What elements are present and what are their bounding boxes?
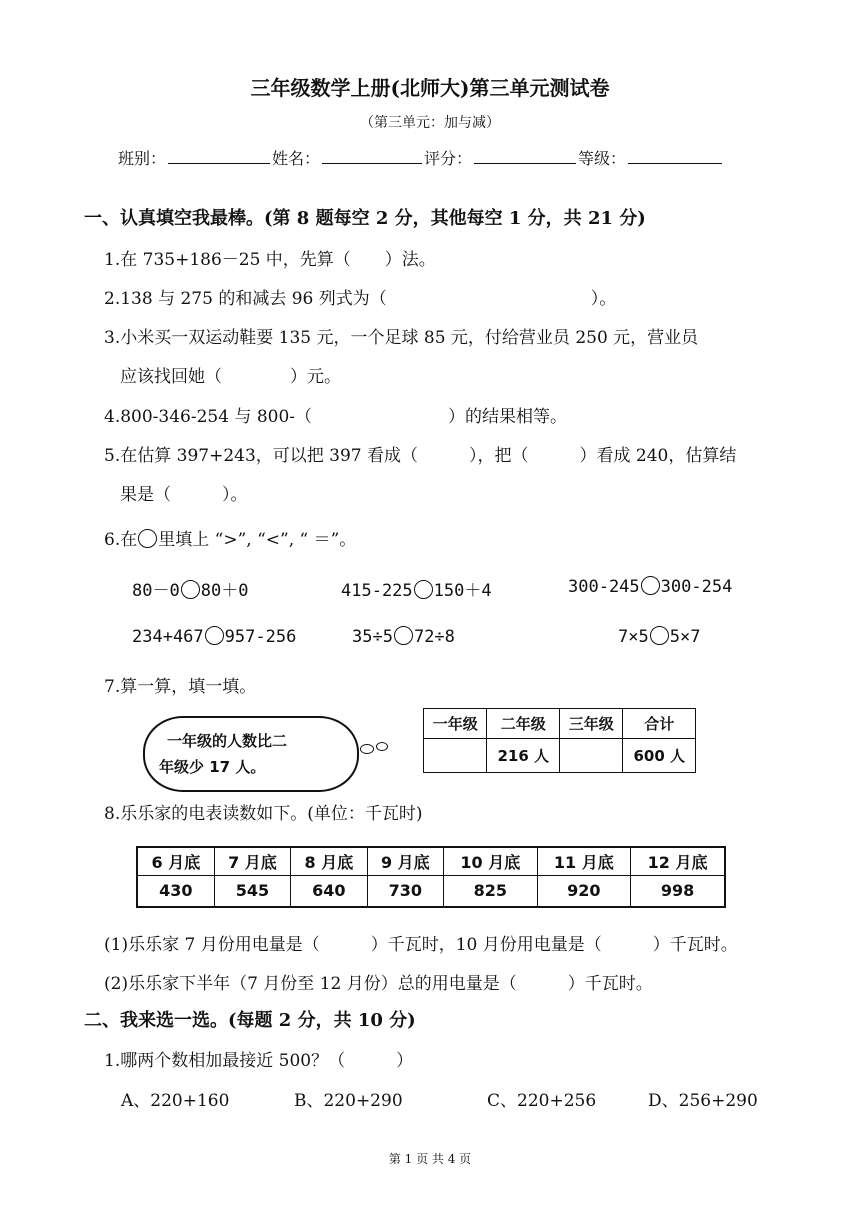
compare-5: 35÷5 72÷8 bbox=[352, 627, 455, 647]
table-row bbox=[137, 875, 725, 907]
question-1-3-line2: 应该找回她（ ）元。 bbox=[120, 367, 341, 387]
answer-circle[interactable] bbox=[394, 626, 413, 645]
class-blank bbox=[168, 147, 270, 164]
q6-prefix: 6.在 bbox=[104, 530, 138, 550]
q7-table bbox=[423, 708, 696, 773]
option-d[interactable]: D、256+290 bbox=[648, 1091, 758, 1111]
table-cell: 430 bbox=[137, 875, 214, 907]
hint-line-1: 一年级的人数比二 bbox=[167, 732, 288, 750]
answer-circle[interactable] bbox=[181, 580, 200, 599]
table-cell: 216 人 bbox=[487, 739, 560, 773]
hint-line-2: 年级少 17 人。 bbox=[159, 758, 266, 776]
compare-3: 300-245 300-254 bbox=[568, 577, 733, 597]
table-cell: 998 bbox=[631, 875, 725, 907]
compare-1: 80－0 80＋0 bbox=[132, 581, 249, 601]
compare-2: 415-225 150＋4 bbox=[341, 581, 492, 601]
class-label: 班别： bbox=[118, 149, 167, 168]
question-1-2: 2.138 与 275 的和减去 96 列式为（ ）。 bbox=[104, 289, 617, 309]
table-header: 一年级 bbox=[424, 709, 487, 739]
table-cell: 640 bbox=[291, 875, 367, 907]
compare-6: 7×5 5×7 bbox=[618, 627, 701, 647]
table-cell: 920 bbox=[537, 875, 631, 907]
table-header: 合计 bbox=[623, 709, 696, 739]
thought-bubble-icon bbox=[376, 742, 388, 751]
page-subtitle: （第三单元：加与减） bbox=[360, 115, 500, 131]
table-header: 10 月底 bbox=[444, 847, 538, 875]
q6-suffix: 里填上 “>”, “<”, “ ＝”。 bbox=[158, 530, 357, 550]
answer-circle[interactable] bbox=[414, 580, 433, 599]
grade-label: 等级： bbox=[578, 149, 627, 168]
table-header-row bbox=[137, 847, 725, 875]
hint-cloud bbox=[143, 716, 359, 792]
compare-4: 234+467 957-256 bbox=[132, 627, 297, 647]
table-header: 9 月底 bbox=[367, 847, 443, 875]
page-footer: 第 1 页 共 4 页 bbox=[388, 1152, 472, 1166]
question-1-8-sub1: (1)乐乐家 7 月份用电量是（ ）千瓦时，10 月份用电量是（ ）千瓦时。 bbox=[104, 935, 738, 955]
circle-icon bbox=[138, 529, 157, 548]
question-1-5-line1: 5.在估算 397+243，可以把 397 看成（ ），把（ ）看成 240，估算结 bbox=[104, 446, 737, 466]
question-1-8: 8.乐乐家的电表读数如下。(单位：千瓦时) bbox=[104, 804, 423, 824]
table-header: 11 月底 bbox=[537, 847, 631, 875]
table-cell-blank[interactable] bbox=[559, 739, 622, 773]
table-header-row bbox=[424, 709, 696, 739]
table-header: 6 月底 bbox=[137, 847, 214, 875]
table-row bbox=[424, 739, 696, 773]
page-title: 三年级数学上册(北师大)第三单元测试卷 bbox=[250, 76, 610, 100]
question-1-6 bbox=[104, 525, 356, 550]
question-1-3-line1: 3.小米买一双运动鞋要 135 元，一个足球 85 元，付给营业员 250 元，营业员 bbox=[104, 328, 699, 348]
table-header: 8 月底 bbox=[291, 847, 367, 875]
name-blank bbox=[322, 147, 422, 164]
thought-bubble-icon bbox=[360, 744, 374, 754]
table-cell-blank[interactable] bbox=[424, 739, 487, 773]
table-header: 7 月底 bbox=[214, 847, 290, 875]
section-1-heading: 一、认真填空我最棒。(第 8 题每空 2 分，其他每空 1 分，共 21 分) bbox=[84, 208, 646, 229]
table-header: 三年级 bbox=[559, 709, 622, 739]
name-label: 姓名： bbox=[272, 149, 321, 168]
question-1-4: 4.800-346-254 与 800-（ ）的结果相等。 bbox=[104, 407, 568, 427]
question-1-8-sub2: (2)乐乐家下半年（7 月份至 12 月份）总的用电量是（ ）千瓦时。 bbox=[104, 974, 653, 994]
question-1-1: 1.在 735+186－25 中，先算（ ）法。 bbox=[104, 250, 436, 270]
score-label: 评分： bbox=[424, 149, 473, 168]
table-cell: 545 bbox=[214, 875, 290, 907]
section-2-heading: 二、我来选一选。(每题 2 分，共 10 分) bbox=[84, 1010, 416, 1031]
table-cell: 825 bbox=[444, 875, 538, 907]
option-c[interactable]: C、220+256 bbox=[487, 1091, 597, 1111]
meter-table bbox=[136, 846, 726, 908]
student-info-row bbox=[118, 146, 724, 169]
answer-circle[interactable] bbox=[650, 626, 669, 645]
option-b[interactable]: B、220+290 bbox=[294, 1091, 403, 1111]
table-header: 二年级 bbox=[487, 709, 560, 739]
table-cell: 730 bbox=[367, 875, 443, 907]
question-2-1: 1.哪两个数相加最接近 500？（ ） bbox=[104, 1051, 414, 1071]
score-blank bbox=[474, 147, 576, 164]
table-header: 12 月底 bbox=[631, 847, 725, 875]
grade-blank bbox=[628, 147, 722, 164]
question-1-7: 7.算一算，填一填。 bbox=[104, 677, 257, 697]
answer-circle[interactable] bbox=[205, 626, 224, 645]
option-a[interactable]: A、220+160 bbox=[121, 1091, 230, 1111]
question-1-5-line2: 果是（ ）。 bbox=[120, 485, 248, 505]
answer-circle[interactable] bbox=[641, 576, 660, 595]
table-cell: 600 人 bbox=[623, 739, 696, 773]
